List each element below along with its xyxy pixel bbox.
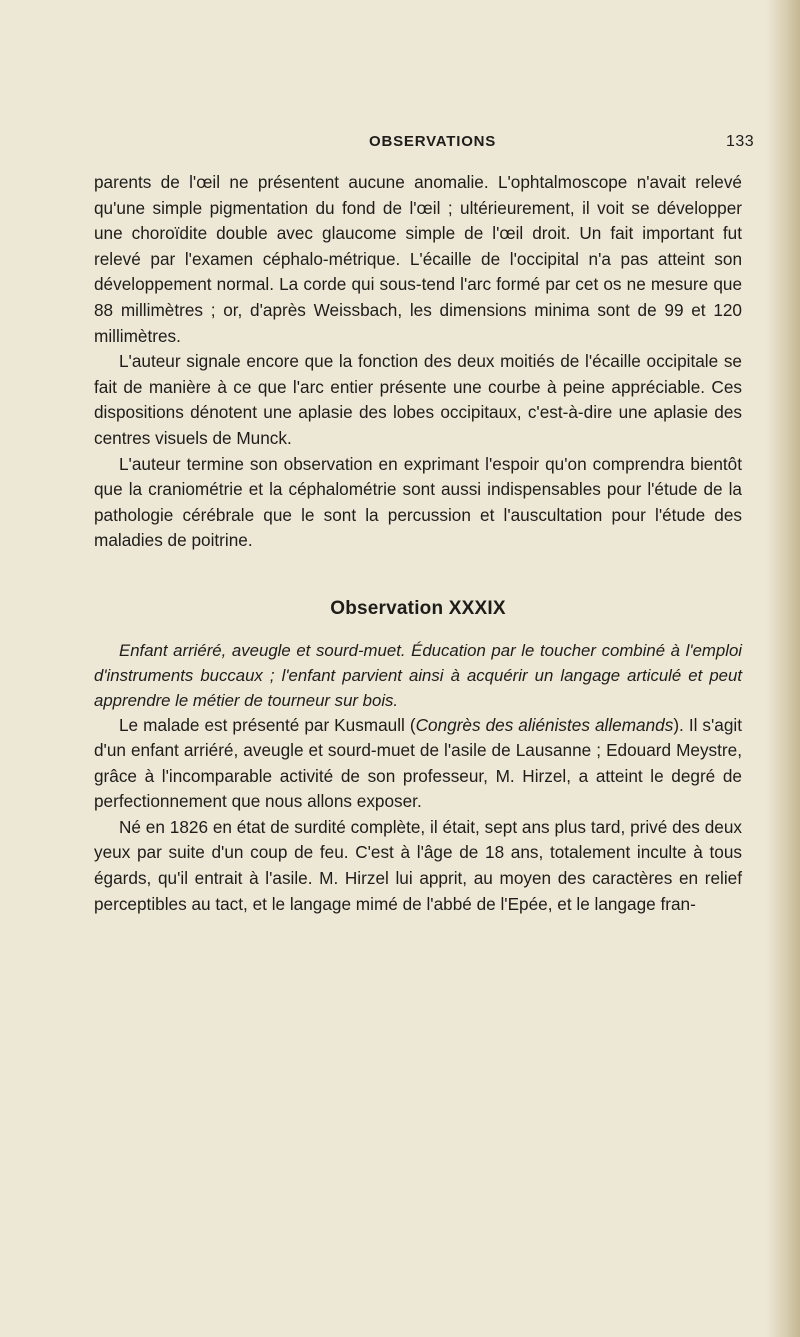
paragraph-history: Né en 1826 en état de surdité complète, il était, sept ans plus tard, privé des deux yeux par suite d'un coup de feu. C'est à l'âge de 18 ans, totalement inculte à tous égards, qu'il entrait à l'asile. M. Hirzel lui apprit, au moyen des caractères en relief perceptibles au tact, et le langage mimé de l'abbé de l'Epée, et le langage fran-	[94, 816, 742, 914]
paragraph-continuation: parents de l'œil ne présentent aucune anomalie. L'ophtalmoscope n'avait relevé qu'une simple pigmentation du fond de l'œil ; ultérieurement, il voit se développer une choroïdite double avec glaucome simple de l'œil droit. Un fait important fut relevé par l'examen céphalo-métrique. L'écaille de l'occipital n'a pas atteint son développement normal. La corde qui sous-tend l'arc formé par cet os ne mesure que 88 millimètres ; or, d'après Weissbach, les dimensions minima sont de 99 et 120 millimètres.	[94, 172, 742, 346]
citation: Congrès des aliénistes allemands	[415, 714, 674, 735]
paragraph-presentation	[94, 713, 742, 815]
presentation-text-end: ). Il s'agit d'un enfant arriéré, aveugle et sourd-muet de l'asile de Lausanne ; Edouard Meystre, grâce à l'incomparable activité de son professeur, M. Hirzel, a atteint le degré de perfectionnement que nous allons exposer.	[94, 714, 743, 812]
observation-title: Observation XXXIX	[330, 597, 506, 619]
page-number: 133	[726, 133, 755, 150]
presentation-text-start: Le malade est présenté par Kusmaull (	[119, 714, 416, 735]
observation-summary: Enfant arriéré, aveugle et sourd-muet. Éducation par le toucher combiné à l'emploi d'instruments buccaux ; l'enfant parvient ainsi à acquérir un langage articulé et peut apprendre le métier de tourneur sur bois.	[94, 640, 742, 710]
page-edge-shadow	[766, 0, 800, 1337]
paragraph-occipital: L'auteur signale encore que la fonction des deux moitiés de l'écaille occipitale se fait de manière à ce que l'arc entier présente une courbe à peine appréciable. Ces dispositions dénotent une aplasie des lobes occipitaux, c'est-à-dire une aplasie des centres visuels de Munck.	[94, 351, 742, 448]
body-text	[94, 170, 742, 917]
running-head: OBSERVATIONS	[369, 133, 497, 150]
paragraph-conclusion: L'auteur termine son observation en exprimant l'espoir qu'on comprendra bientôt que la craniométrie et la céphalométrie sont aussi indispensables pour l'étude de la pathologie cérébrale que le sont la percussion et l'auscultation pour l'étude des maladies de poitrine.	[94, 453, 742, 551]
page-header	[0, 133, 800, 157]
